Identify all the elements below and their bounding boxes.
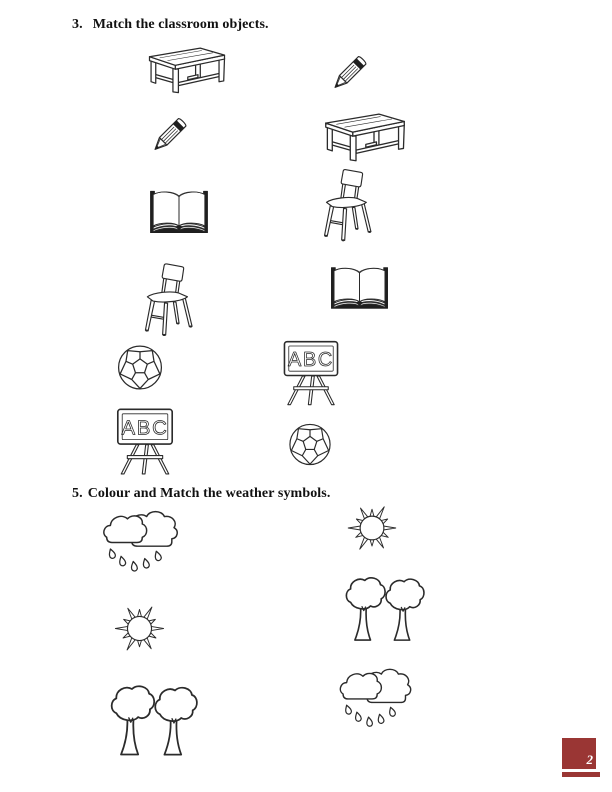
rain-cloud-icon xyxy=(336,658,414,737)
desk-table-item[interactable] xyxy=(143,45,231,95)
soccer-ball-icon xyxy=(116,343,164,392)
page-number-badge xyxy=(562,738,596,769)
page-number: 2 xyxy=(586,752,593,767)
rain-cloud-item[interactable] xyxy=(336,658,414,737)
open-book-item[interactable] xyxy=(326,261,393,317)
pencil-icon xyxy=(322,47,377,99)
desk-table-item[interactable] xyxy=(320,110,410,164)
pencil-icon xyxy=(142,109,197,161)
open-book-item[interactable] xyxy=(145,184,213,242)
heading-text: Match the classroom objects. xyxy=(92,17,269,32)
abc-board-icon xyxy=(111,406,179,478)
pencil-item[interactable] xyxy=(142,109,197,161)
desk-table-icon xyxy=(320,110,410,164)
desk-table-icon xyxy=(143,45,231,95)
section-heading-classroom xyxy=(72,17,269,33)
chair-item[interactable] xyxy=(321,167,376,243)
heading-number: 5. xyxy=(72,486,83,501)
heading-text: Colour and Match the weather symbols. xyxy=(87,486,331,501)
sun-icon xyxy=(336,492,408,564)
soccer-ball-icon xyxy=(287,422,333,467)
open-book-icon xyxy=(326,261,393,317)
page-badge-underline xyxy=(562,772,600,777)
trees-item[interactable] xyxy=(106,682,200,760)
sun-item[interactable] xyxy=(336,492,408,564)
rain-cloud-item[interactable] xyxy=(96,504,184,578)
trees-item[interactable] xyxy=(336,574,432,645)
sun-icon xyxy=(102,592,177,665)
chair-item[interactable] xyxy=(142,261,197,338)
rain-cloud-icon xyxy=(96,504,184,578)
soccer-ball-item[interactable] xyxy=(116,343,164,392)
open-book-icon xyxy=(145,184,213,242)
chair-icon xyxy=(321,167,376,243)
section-heading-weather xyxy=(72,486,330,502)
abc-board-item[interactable] xyxy=(277,339,345,408)
soccer-ball-item[interactable] xyxy=(287,422,333,467)
trees-icon xyxy=(336,574,432,645)
heading-number: 3. xyxy=(72,17,83,32)
sun-item[interactable] xyxy=(102,592,177,665)
trees-icon xyxy=(106,682,200,760)
chair-icon xyxy=(142,261,197,338)
abc-board-icon xyxy=(277,339,345,408)
abc-board-item[interactable] xyxy=(111,406,179,478)
pencil-item[interactable] xyxy=(322,47,377,99)
